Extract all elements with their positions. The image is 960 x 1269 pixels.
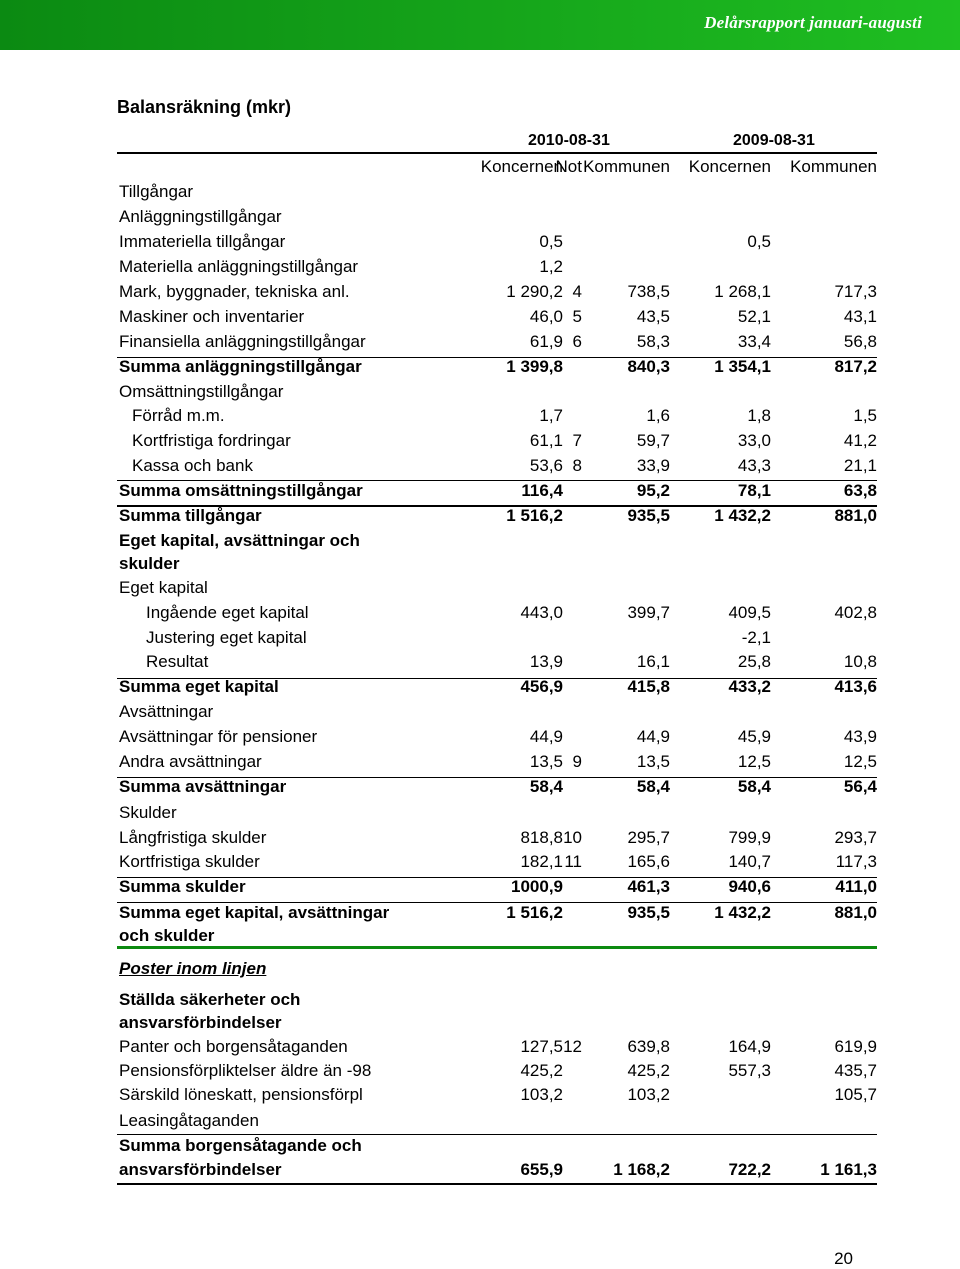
row-value: 1,7 (539, 406, 563, 425)
row-value: 0,5 (747, 232, 771, 251)
row-label: Summa eget kapital (119, 677, 279, 696)
row-label: Finansiella anläggningstillgångar (119, 332, 366, 351)
table-row (117, 1061, 877, 1085)
row-label: Maskiner och inventarier (119, 307, 305, 326)
row-value: 0,5 (539, 232, 563, 251)
row-value: 61,9 (529, 332, 563, 351)
row-value: 13,5 (636, 752, 670, 771)
row-label: Summa skulder (119, 877, 246, 896)
row-value: 935,5 (627, 506, 670, 525)
rule (117, 480, 877, 481)
row-label: ansvarsförbindelser (119, 1013, 282, 1032)
row-label: Summa eget kapital, avsättningar (119, 903, 390, 922)
row-note: 7 (572, 431, 582, 450)
col-header-koncernen-2010: Koncernen (480, 157, 563, 176)
row-label: Avsättningar för pensioner (119, 727, 318, 746)
row-label: Summa borgensåtagande och (119, 1136, 362, 1155)
row-label: Pensionsförpliktelser äldre än -98 (119, 1061, 372, 1080)
header-rule (117, 152, 877, 154)
row-value: 1 354,1 (714, 357, 771, 376)
row-value: 44,9 (529, 727, 563, 746)
row-value: 12,5 (737, 752, 771, 771)
row-value: 13,9 (529, 652, 563, 671)
row-value: 881,0 (834, 903, 877, 922)
table-row (117, 207, 877, 231)
row-value: 409,5 (728, 603, 771, 622)
table-row (117, 506, 877, 530)
row-value: 411,0 (835, 877, 877, 896)
row-value: 799,9 (728, 828, 771, 847)
column-header-row (117, 157, 877, 181)
table-row (117, 382, 877, 406)
row-value: 557,3 (728, 1061, 771, 1080)
bottom-rule (117, 1183, 877, 1185)
row-value: 43,5 (636, 307, 670, 326)
row-label: Summa avsättningar (119, 777, 287, 796)
row-value: 140,7 (728, 852, 771, 871)
row-label: Omsättningstillgångar (119, 382, 284, 401)
row-value: 58,4 (737, 777, 771, 796)
row-label: Summa omsättningstillgångar (119, 481, 363, 500)
row-value: 1 516,2 (506, 903, 563, 922)
row-value: 433,2 (728, 677, 771, 696)
col-header-kommunen-2010: Kommunen (583, 157, 670, 176)
row-value: 78,1 (737, 481, 771, 500)
table-row (117, 1037, 877, 1061)
table-row (117, 307, 877, 331)
row-label: Mark, byggnader, tekniska anl. (119, 282, 350, 301)
row-value: 295,7 (627, 828, 670, 847)
row-label: Skulder (119, 803, 177, 822)
row-value: 1000,9 (511, 877, 563, 896)
table-row (117, 257, 877, 281)
row-label: skulder (119, 554, 180, 573)
table-row (117, 578, 877, 602)
table-row (117, 357, 877, 381)
row-value: 59,7 (636, 431, 670, 450)
table-row (117, 727, 877, 751)
rule (117, 357, 877, 358)
rule (117, 902, 877, 903)
row-label: Summa tillgångar (119, 506, 262, 525)
row-value: 58,3 (636, 332, 670, 351)
row-note: 12 (563, 1037, 582, 1056)
row-value: 717,3 (834, 282, 877, 301)
row-value: 738,5 (627, 282, 670, 301)
table-row (117, 752, 877, 776)
row-value: 13,5 (529, 752, 563, 771)
row-value: 58,4 (529, 777, 563, 796)
row-value: 116,4 (521, 481, 563, 500)
row-value: 43,3 (737, 456, 771, 475)
row-value: 1 432,2 (714, 903, 771, 922)
row-value: 425,2 (520, 1061, 563, 1080)
table-row (117, 332, 877, 356)
table-row (117, 456, 877, 480)
row-value: 399,7 (627, 603, 670, 622)
row-value: 16,1 (636, 652, 670, 671)
row-value: 456,9 (520, 677, 563, 696)
row-note: 6 (572, 332, 582, 351)
table-row (117, 1111, 877, 1135)
row-value: 46,0 (529, 307, 563, 326)
row-label: Summa anläggningstillgångar (119, 357, 362, 376)
row-value: 840,3 (627, 357, 670, 376)
row-value: 881,0 (834, 506, 877, 525)
row-value: 103,2 (520, 1085, 563, 1104)
row-value: 164,9 (728, 1037, 771, 1056)
row-note: 11 (564, 852, 582, 871)
row-label: Andra avsättningar (119, 752, 262, 771)
table-row (117, 702, 877, 726)
row-value: -2,1 (741, 628, 771, 647)
table-row (117, 531, 877, 555)
row-label: Tillgångar (119, 182, 194, 201)
row-value: 619,9 (834, 1037, 877, 1056)
table-row (117, 903, 877, 927)
table-row (117, 777, 877, 801)
row-value: 461,3 (627, 877, 670, 896)
row-value: 1,5 (853, 406, 877, 425)
header-title: Delårsrapport januari-augusti (704, 13, 922, 32)
row-value: 127,5 (520, 1037, 563, 1056)
table-row (117, 481, 877, 505)
table-row (117, 182, 877, 206)
row-value: 12,5 (843, 752, 877, 771)
row-label: Ställda säkerheter och (119, 990, 301, 1009)
row-value: 818,8 (520, 828, 563, 847)
row-value: 21,1 (843, 456, 877, 475)
row-label: Förråd m.m. (132, 406, 225, 425)
row-value: 25,8 (737, 652, 771, 671)
row-value: 935,5 (627, 903, 670, 922)
row-value: 33,0 (737, 431, 771, 450)
table-row (117, 603, 877, 627)
row-value: 61,1 (529, 431, 563, 450)
row-value: 639,8 (627, 1037, 670, 1056)
row-value: 443,0 (520, 603, 563, 622)
row-label: Särskild löneskatt, pensionsförpl (119, 1085, 363, 1104)
row-value: 1 516,2 (506, 506, 563, 525)
row-label: Immateriella tillgångar (119, 232, 286, 251)
row-label: Avsättningar (119, 702, 214, 721)
table-row (117, 232, 877, 256)
rule (117, 877, 877, 878)
row-label: Kortfristiga fordringar (132, 431, 291, 450)
rule (117, 1134, 877, 1135)
rule (117, 777, 877, 778)
col-header-kommunen-2009: Kommunen (790, 157, 877, 176)
row-label: Kortfristiga skulder (119, 852, 260, 871)
row-value: 44,9 (636, 727, 670, 746)
row-value: 1,6 (646, 406, 670, 425)
row-value: 43,1 (843, 307, 877, 326)
row-value: 56,8 (843, 332, 877, 351)
row-label: ansvarsförbindelser (119, 1160, 282, 1179)
row-value: 1 268,1 (714, 282, 771, 301)
document-title: Balansräkning (mkr) (117, 97, 292, 117)
table-row (117, 828, 877, 852)
table-row (117, 652, 877, 676)
row-value: 63,8 (843, 481, 877, 500)
col-header-koncernen-2009: Koncernen (688, 157, 771, 176)
row-label: Panter och borgensåtaganden (119, 1037, 348, 1056)
table-row (117, 282, 877, 306)
page-number: 20 (834, 1249, 853, 1268)
row-value: 415,8 (627, 677, 670, 696)
row-label: Materiella anläggningstillgångar (119, 257, 359, 276)
table-row (117, 1085, 877, 1109)
row-value: 105,7 (834, 1085, 877, 1104)
row-label: Justering eget kapital (146, 628, 307, 647)
row-note: 10 (563, 828, 582, 847)
row-label: Resultat (146, 652, 209, 671)
row-label: Eget kapital (119, 578, 208, 597)
row-value: 1,2 (539, 257, 563, 276)
row-value: 53,6 (529, 456, 563, 475)
section-divider (117, 946, 877, 949)
row-value: 182,1 (520, 852, 563, 871)
row-value: 293,7 (834, 828, 877, 847)
row-value: 1 168,2 (613, 1160, 670, 1179)
col-header-not: Not (555, 157, 582, 176)
rule (117, 678, 877, 679)
row-value: 33,4 (737, 332, 771, 351)
row-value: 103,2 (627, 1085, 670, 1104)
row-label: Ingående eget kapital (146, 603, 309, 622)
row-value: 1,8 (747, 406, 771, 425)
row-note: 4 (572, 282, 582, 301)
year-header-2009: 2009-08-31 (733, 132, 815, 149)
year-header-2010: 2010-08-31 (528, 132, 610, 149)
table-row (117, 1013, 877, 1037)
row-value: 43,9 (843, 727, 877, 746)
table-row (117, 1160, 877, 1184)
table-row (117, 677, 877, 701)
row-value: 58,4 (636, 777, 670, 796)
row-value: 413,6 (834, 677, 877, 696)
row-value: 56,4 (843, 777, 877, 796)
row-label: Kassa och bank (132, 456, 253, 475)
row-label: Eget kapital, avsättningar och (119, 531, 360, 550)
rule (117, 505, 877, 507)
row-label: Leasingåtaganden (119, 1111, 259, 1130)
row-value: 722,2 (728, 1160, 771, 1179)
row-label: Anläggningstillgångar (119, 207, 282, 226)
row-value: 425,2 (627, 1061, 670, 1080)
row-value: 1 290,2 (506, 282, 563, 301)
row-value: 45,9 (737, 727, 771, 746)
row-value: 165,6 (627, 852, 670, 871)
row-value: 1 161,3 (820, 1160, 877, 1179)
table-row (117, 431, 877, 455)
row-value: 33,9 (636, 456, 670, 475)
table-row (117, 852, 877, 876)
row-value: 435,7 (834, 1061, 877, 1080)
row-note: 9 (572, 752, 582, 771)
table-row (117, 959, 877, 983)
table-row (117, 1136, 877, 1160)
row-value: 41,2 (843, 431, 877, 450)
row-value: 52,1 (737, 307, 771, 326)
row-note: 5 (572, 307, 582, 326)
row-value: 817,2 (834, 357, 877, 376)
row-note: 8 (572, 456, 582, 475)
row-value: 10,8 (843, 652, 877, 671)
table-row (117, 803, 877, 827)
table-row (117, 554, 877, 578)
table-row (117, 877, 877, 901)
row-value: 402,8 (834, 603, 877, 622)
table-row (117, 628, 877, 652)
row-value: 940,6 (728, 877, 771, 896)
table-row (117, 990, 877, 1014)
row-value: 1 432,2 (714, 506, 771, 525)
row-value: 95,2 (636, 481, 670, 500)
row-value: 117,3 (835, 852, 877, 871)
row-value: 1 399,8 (506, 357, 563, 376)
row-value: 655,9 (520, 1160, 563, 1179)
row-label: och skulder (119, 926, 215, 945)
row-label: Långfristiga skulder (119, 828, 267, 847)
table-row (117, 406, 877, 430)
row-label: Poster inom linjen (119, 959, 267, 978)
